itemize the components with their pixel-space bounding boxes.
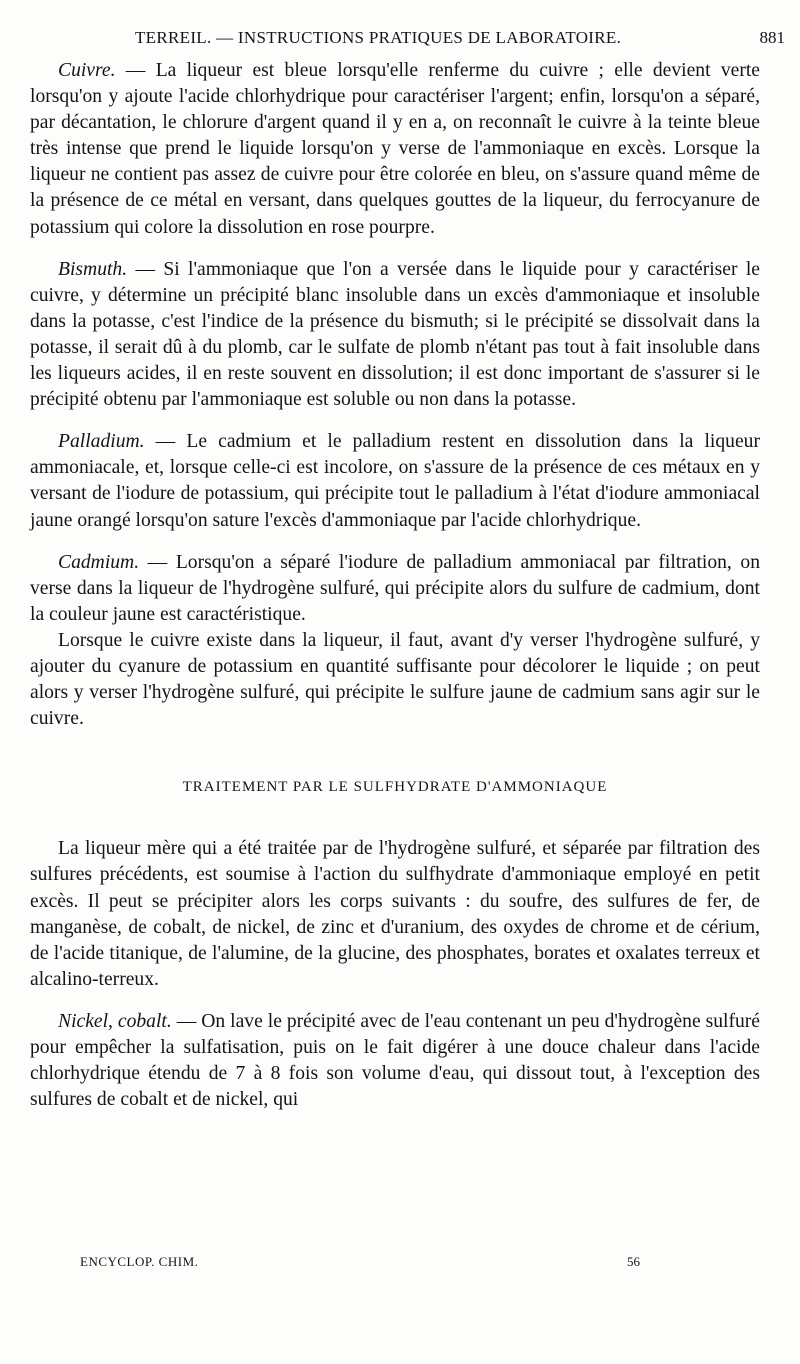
paragraph-lead: Nickel, cobalt. xyxy=(58,1010,172,1032)
paragraph-nickel-cobalt xyxy=(30,1009,760,1113)
paragraph-cadmium-cuivre xyxy=(30,628,760,732)
paragraph-palladium xyxy=(30,429,760,533)
running-header xyxy=(40,28,785,52)
paragraph-text: — La liqueur est bleue lorsqu'elle renferme du cuivre ; elle devient verte lorsqu'on y ajoute l'acide chlorhydrique pour caractériser l'argent; enfin, lorsqu'on a séparé, par décantation, le chlorure d'argent quand il y en a, on reconnaît le cuivre à la teinte bleue très intense que prend le liquide lorsqu'on y verse de l'ammoniaque en excès. Lorsque la liqueur ne contient pas assez de cuivre pour être colorée en bleu, on s'assure quand même de la présence de ce métal en versant, dans quelques gouttes de la liqueur, du ferrocyanure de potassium qui colore la dissolution en rose pourpre. xyxy=(30,60,760,238)
paragraph-lead: Palladium. xyxy=(58,431,145,453)
page-number: 881 xyxy=(759,28,785,47)
section-heading: TRAITEMENT PAR LE SULFHYDRATE D'AMMONIAQUE xyxy=(182,779,608,796)
paragraph-lead: Bismuth. xyxy=(58,258,128,280)
footer-sheet-number: 56 xyxy=(627,1254,640,1269)
body-text xyxy=(30,58,760,1113)
paragraph-text: — Si l'ammoniaque que l'on a versée dans le liquide pour y caractériser le cuivre, y détermine un précipité blanc insoluble dans un excès d'ammoniaque et insoluble dans la potasse, c'est l'indice de la présence du bismuth; si le précipité se dissolvait dans la potasse, il serait dû à du plomb, car le sulfate de plomb n'étant pas tout à fait insoluble dans les liqueurs acides, il en reste souvent en dissolution; il est donc important de s'assurer si le précipité obtenu par l'ammoniaque est soluble ou non dans la potasse. xyxy=(30,258,760,411)
paragraph-liqueur-mere xyxy=(30,836,760,993)
paragraph-cadmium xyxy=(30,550,760,628)
paragraph-lead: Cuivre. xyxy=(58,60,116,81)
footer-signature: ENCYCLOP. CHIM. xyxy=(80,1254,199,1269)
page-footer xyxy=(80,1254,640,1274)
paragraph-cuivre xyxy=(30,58,760,241)
paragraph-bismuth xyxy=(30,257,760,414)
running-title: TERREIL. — INSTRUCTIONS PRATIQUES DE LABORATOIRE. xyxy=(135,28,622,47)
paragraph-text: — Lorsqu'on a séparé l'iodure de palladium ammoniacal par filtration, on verse dans la liqueur de l'hydrogène sulfuré, qui précipite alors du sulfure de cadmium, dont la couleur jaune est caractéristique. xyxy=(30,551,760,625)
paragraph-text: Lorsque le cuivre existe dans la liqueur, il faut, avant d'y verser l'hydrogène sulfuré, y ajouter du cyanure de potassium en quantité suffisante pour décolorer le liquide ; on peut alors y verser l'hydrogène sulfuré, qui précipite le sulfure jaune de cadmium sans agir sur le cuivre. xyxy=(30,629,760,730)
paragraph-text: — On lave le précipité avec de l'eau contenant un peu d'hydrogène sulfuré pour empêcher la sulfatisation, puis on le fait digérer à une douce chaleur dans l'acide chlorhydrique étendu de 7 à 8 fois son volume d'eau, qui dissout tout, à l'exception des sulfures de cobalt et de nickel, qui xyxy=(30,1010,760,1111)
paragraph-lead: Cadmium. xyxy=(58,551,140,573)
paragraph-text: La liqueur mère qui a été traitée par de l'hydrogène sulfuré, et séparée par filtration des sulfures précédents, est soumise à l'action du sulfhydrate d'ammoniaque employé en petit excès. Il peut se précipiter alors les corps suivants : du soufre, des sulfures de fer, de manganèse, de cobalt, de nickel, de zinc et d'uranium, des oxydes de chrome et de cérium, de l'acide titanique, de l'alumine, de la glucine, des phosphates, borates et oxalates terreux et alcalino-terreux. xyxy=(30,838,760,990)
paragraph-text: — Le cadmium et le palladium restent en dissolution dans la liqueur ammoniacale, et, lorsque celle-ci est incolore, on s'assure de la présence de ces métaux en y versant de l'iodure de potassium, qui précipite tout le palladium à l'état d'iodure ammoniacal jaune orangé lorsqu'on sature l'excès d'ammoniaque par l'acide chlorhydrique. xyxy=(30,431,760,531)
